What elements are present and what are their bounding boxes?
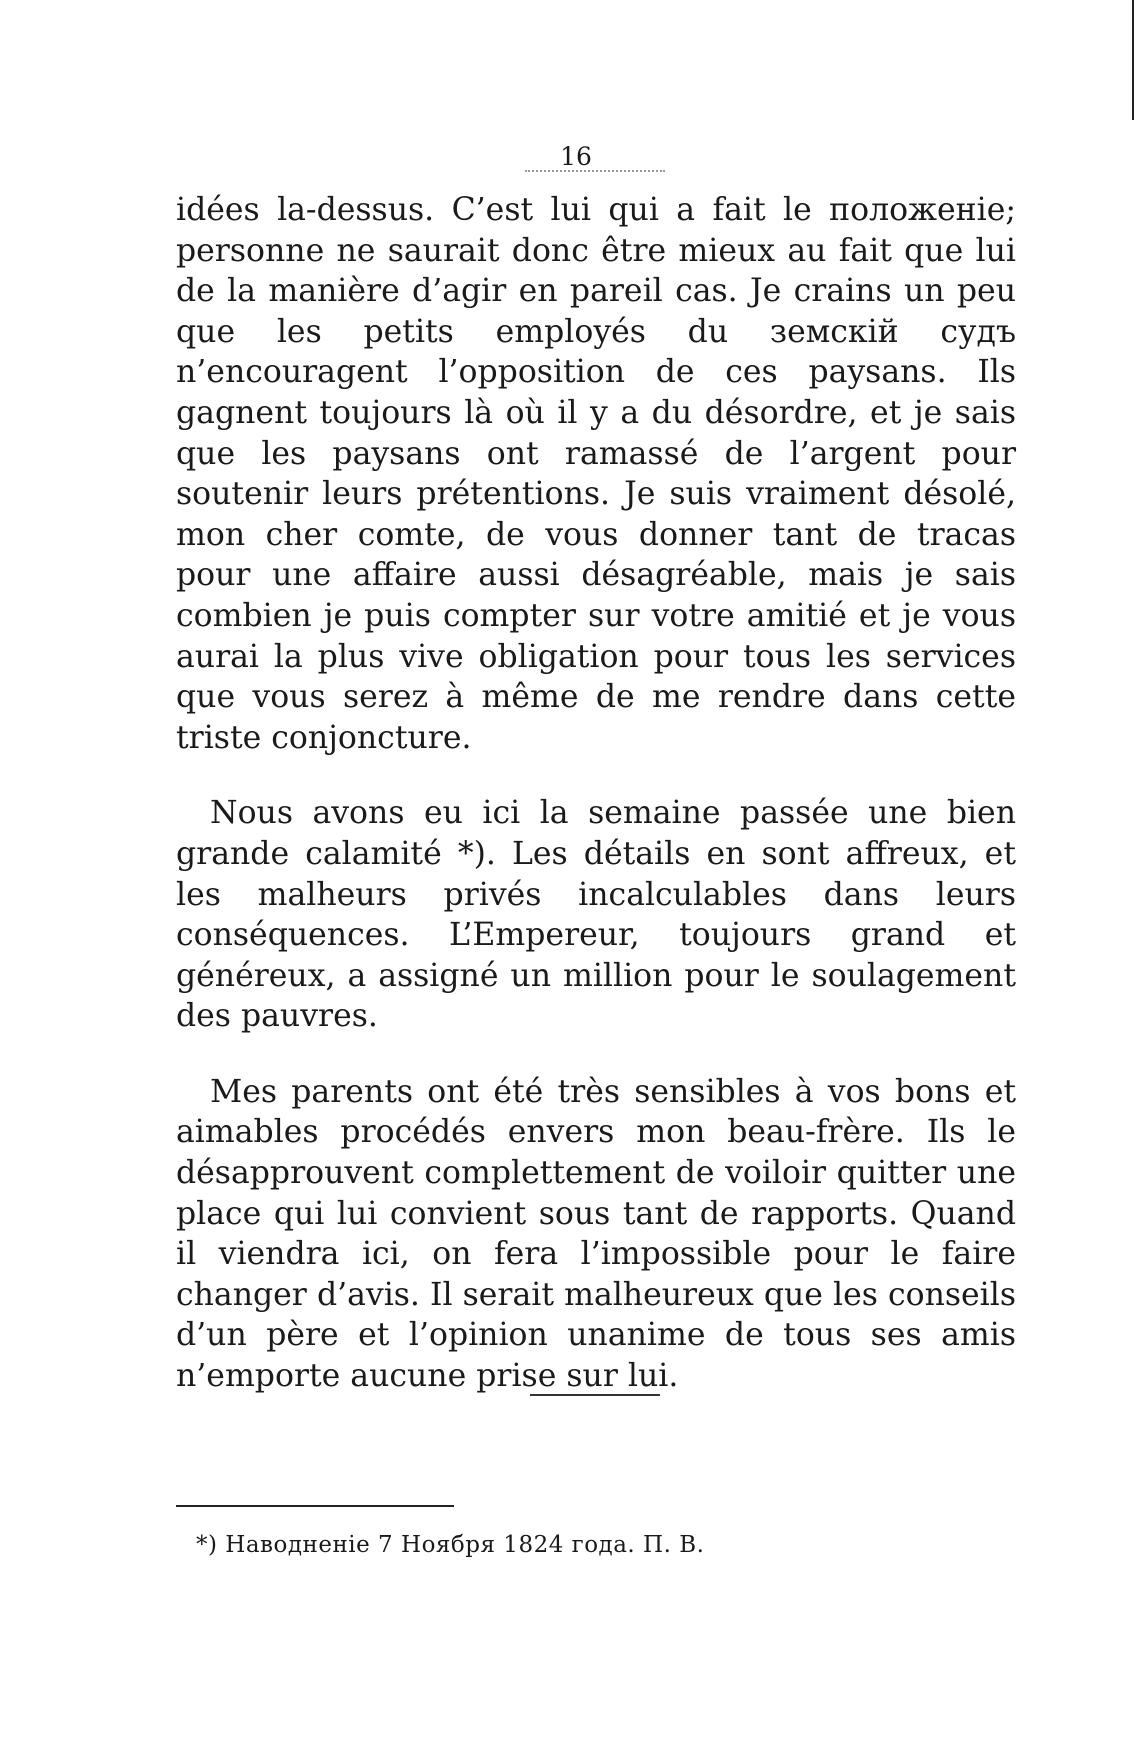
footnote: *) Наводненіе 7 Ноября 1824 года. П. В. <box>196 1532 705 1558</box>
paragraph-parents: Mes parents ont été très sensibles à vos bons et aimables procédés envers mon beau-frère. Ils le désapprouvent complettement de voiloir quitter une place qui lui convient sous tant de rapports. Quand il viendra ici, on fera l’impossible pour le faire changer d’avis. Il serait malheureux que les conseils d’un père et l’opinion unanime de tous ses amis n’emporte aucune prise sur lui. <box>176 1073 1016 1395</box>
page-edge-line <box>1132 0 1134 120</box>
paragraph-continuation: idées la-dessus. C’est lui qui a fait le положеніе; personne ne saurait donc être mieux au fait que lui de la manière d’agir en pareil cas. Je crains un peu que les petits employés du земскій судъ n’encouragent l’opposition de ces paysans. Ils gagnent toujours là où il y a du désordre, et je sais que les paysans ont ramassé de l’argent pour soutenir leurs prétentions. Je suis vraiment désolé, mon cher comte, de vous donner tant de tracas pour une affaire aussi désagréable, mais je sais combien je puis compter sur votre amitié et je vous aurai la plus vive obligation pour tous les services que vous serez à même de me rendre dans cette triste conjoncture. <box>176 192 1016 756</box>
header-ornament <box>525 170 665 176</box>
section-separator <box>530 1394 660 1396</box>
footnote-rule <box>176 1505 454 1507</box>
page-number: 16 <box>560 142 592 171</box>
body-text <box>176 190 1016 1397</box>
paragraph-calamity: Nous avons eu ici la semaine passée une bien grande calamité *). Les détails en sont affreux, et les malheurs privés incalculables dans leurs conséquences. L’Empereur, toujours grand et généreux, a assigné un million pour le soulagement des pauvres. <box>176 795 1016 1035</box>
